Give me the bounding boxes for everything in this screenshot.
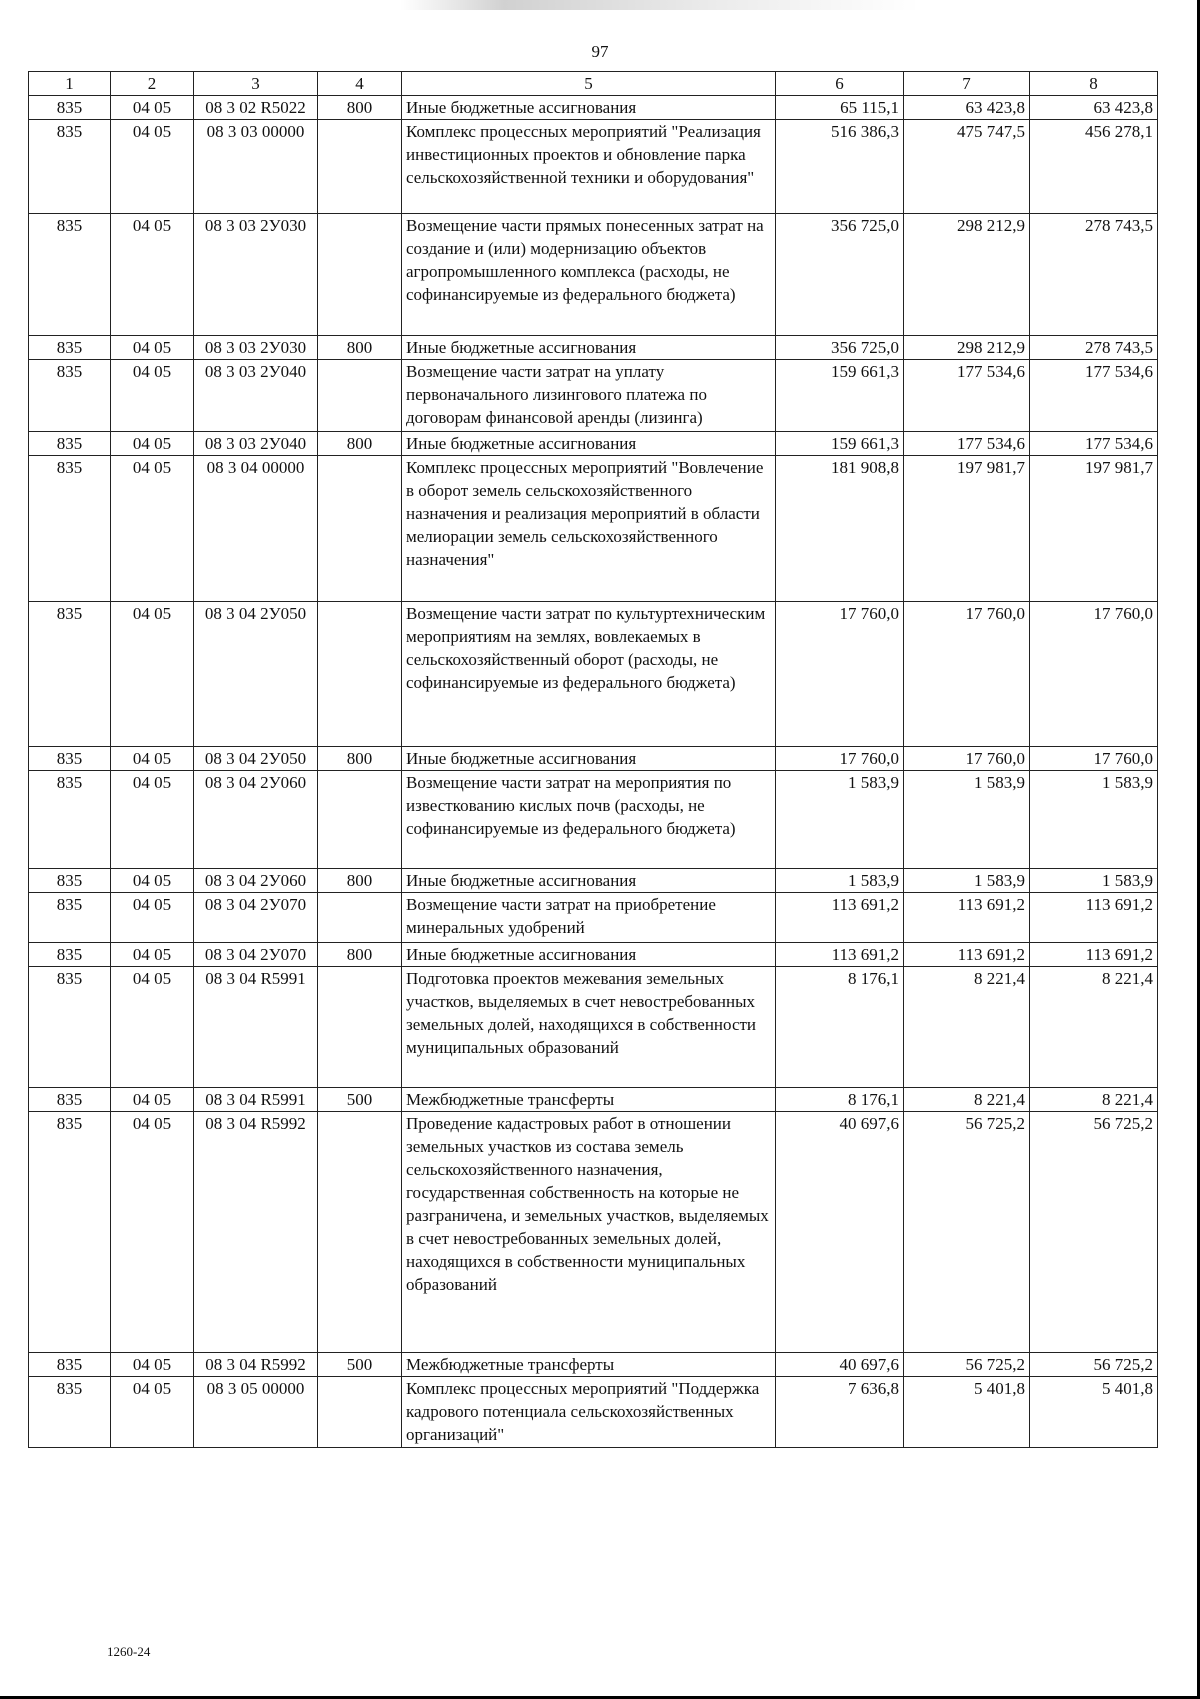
amount-col6-cell: 159 661,3: [776, 432, 904, 456]
amount-col8-cell: 278 743,5: [1030, 336, 1158, 360]
table-row: [29, 747, 1158, 771]
ministry-code-cell: 835: [29, 1377, 111, 1448]
amount-col7-cell: 298 212,9: [904, 214, 1030, 336]
table-row: [29, 893, 1158, 943]
column-header-8: 8: [1030, 72, 1158, 96]
amount-col6-cell: 516 386,3: [776, 120, 904, 214]
amount-col8-cell: 278 743,5: [1030, 214, 1158, 336]
amount-col8-cell: 113 691,2: [1030, 893, 1158, 943]
table-row: [29, 456, 1158, 602]
amount-col6-cell: 40 697,6: [776, 1353, 904, 1377]
amount-col8-cell: 17 760,0: [1030, 602, 1158, 747]
target-article-cell: 08 3 04 2У070: [194, 893, 318, 943]
table-row: [29, 1088, 1158, 1112]
ministry-code-cell: 835: [29, 1353, 111, 1377]
description-cell: Межбюджетные трансферты: [402, 1088, 776, 1112]
amount-col8-cell: 17 760,0: [1030, 747, 1158, 771]
ministry-code-cell: 835: [29, 869, 111, 893]
table-row: [29, 336, 1158, 360]
amount-col6-cell: 113 691,2: [776, 893, 904, 943]
target-article-cell: 08 3 03 2У030: [194, 214, 318, 336]
column-header-7: 7: [904, 72, 1030, 96]
amount-col7-cell: 56 725,2: [904, 1353, 1030, 1377]
target-article-cell: 08 3 04 2У050: [194, 602, 318, 747]
section-code-cell: 04 05: [111, 943, 194, 967]
document-code: 1260-24: [107, 1644, 151, 1659]
section-code-cell: 04 05: [111, 1377, 194, 1448]
expense-type-cell: [318, 120, 402, 214]
table-row: [29, 869, 1158, 893]
section-code-cell: 04 05: [111, 967, 194, 1088]
amount-col7-cell: 197 981,7: [904, 456, 1030, 602]
section-code-cell: 04 05: [111, 96, 194, 120]
amount-col6-cell: 17 760,0: [776, 747, 904, 771]
amount-col7-cell: 298 212,9: [904, 336, 1030, 360]
description-cell: Проведение кадастровых работ в отношении земельных участков из состава земель сельскохозяйственного назначения, государственная собственность на которые не разграничена, и земельных участков, выделяемых в счет невостребованных земельных долей, находящихся в собственности муниципальных образований: [402, 1112, 776, 1353]
target-article-cell: 08 3 04 R5991: [194, 1088, 318, 1112]
section-code-cell: 04 05: [111, 1353, 194, 1377]
target-article-cell: 08 3 04 R5991: [194, 967, 318, 1088]
column-header-3: 3: [194, 72, 318, 96]
table-row: [29, 360, 1158, 432]
amount-col6-cell: 1 583,9: [776, 771, 904, 869]
table-row: [29, 771, 1158, 869]
amount-col6-cell: 159 661,3: [776, 360, 904, 432]
amount-col8-cell: 8 221,4: [1030, 1088, 1158, 1112]
amount-col8-cell: 56 725,2: [1030, 1112, 1158, 1353]
amount-col8-cell: 5 401,8: [1030, 1377, 1158, 1448]
amount-col6-cell: 8 176,1: [776, 1088, 904, 1112]
expense-type-cell: 800: [318, 336, 402, 360]
ministry-code-cell: 835: [29, 771, 111, 869]
expense-type-cell: [318, 1112, 402, 1353]
ministry-code-cell: 835: [29, 120, 111, 214]
description-cell: Возмещение части затрат на приобретение минеральных удобрений: [402, 893, 776, 943]
description-cell: Комплекс процессных мероприятий "Вовлечение в оборот земель сельскохозяйственного назначения и реализация мероприятий в области мелиорации земель сельскохозяйственного назначения": [402, 456, 776, 602]
expense-type-cell: 800: [318, 96, 402, 120]
amount-col7-cell: 177 534,6: [904, 432, 1030, 456]
target-article-cell: 08 3 02 R5022: [194, 96, 318, 120]
target-article-cell: 08 3 04 2У060: [194, 771, 318, 869]
amount-col6-cell: 356 725,0: [776, 336, 904, 360]
description-cell: Иные бюджетные ассигнования: [402, 943, 776, 967]
description-cell: Комплекс процессных мероприятий "Поддержка кадрового потенциала сельскохозяйственных организаций": [402, 1377, 776, 1448]
section-code-cell: 04 05: [111, 869, 194, 893]
amount-col8-cell: 8 221,4: [1030, 967, 1158, 1088]
target-article-cell: 08 3 05 00000: [194, 1377, 318, 1448]
section-code-cell: 04 05: [111, 336, 194, 360]
table-row: [29, 1112, 1158, 1353]
amount-col7-cell: 113 691,2: [904, 893, 1030, 943]
target-article-cell: 08 3 04 2У060: [194, 869, 318, 893]
page-number: 97: [591, 42, 609, 61]
table-row: [29, 432, 1158, 456]
section-code-cell: 04 05: [111, 456, 194, 602]
section-code-cell: 04 05: [111, 747, 194, 771]
ministry-code-cell: 835: [29, 336, 111, 360]
section-code-cell: 04 05: [111, 120, 194, 214]
amount-col6-cell: 7 636,8: [776, 1377, 904, 1448]
section-code-cell: 04 05: [111, 1088, 194, 1112]
target-article-cell: 08 3 03 2У040: [194, 432, 318, 456]
amount-col7-cell: 475 747,5: [904, 120, 1030, 214]
scan-streak: [400, 0, 920, 10]
description-cell: Межбюджетные трансферты: [402, 1353, 776, 1377]
description-cell: Иные бюджетные ассигнования: [402, 336, 776, 360]
expense-type-cell: 800: [318, 869, 402, 893]
expense-type-cell: 800: [318, 943, 402, 967]
amount-col7-cell: 17 760,0: [904, 602, 1030, 747]
ministry-code-cell: 835: [29, 214, 111, 336]
expense-type-cell: [318, 602, 402, 747]
table-row: [29, 967, 1158, 1088]
ministry-code-cell: 835: [29, 893, 111, 943]
description-cell: Возмещение части затрат на мероприятия по известкованию кислых почв (расходы, не софинансируемые из федерального бюджета): [402, 771, 776, 869]
table-row: [29, 943, 1158, 967]
amount-col8-cell: 177 534,6: [1030, 432, 1158, 456]
expense-type-cell: [318, 893, 402, 943]
ministry-code-cell: 835: [29, 360, 111, 432]
amount-col6-cell: 356 725,0: [776, 214, 904, 336]
budget-table: [28, 71, 1158, 1448]
amount-col7-cell: 1 583,9: [904, 869, 1030, 893]
target-article-cell: 08 3 03 2У030: [194, 336, 318, 360]
description-cell: Возмещение части затрат на уплату первоначального лизингового платежа по договорам финансовой аренды (лизинга): [402, 360, 776, 432]
expense-type-cell: [318, 771, 402, 869]
target-article-cell: 08 3 04 R5992: [194, 1112, 318, 1353]
amount-col6-cell: 40 697,6: [776, 1112, 904, 1353]
amount-col7-cell: 8 221,4: [904, 967, 1030, 1088]
target-article-cell: 08 3 03 2У040: [194, 360, 318, 432]
ministry-code-cell: 835: [29, 747, 111, 771]
amount-col8-cell: 63 423,8: [1030, 96, 1158, 120]
description-cell: Комплекс процессных мероприятий "Реализация инвестиционных проектов и обновление парка сельскохозяйственной техники и оборудования": [402, 120, 776, 214]
expense-type-cell: [318, 214, 402, 336]
table-row: [29, 214, 1158, 336]
amount-col6-cell: 113 691,2: [776, 943, 904, 967]
description-cell: Иные бюджетные ассигнования: [402, 869, 776, 893]
table-row: [29, 1377, 1158, 1448]
column-header-4: 4: [318, 72, 402, 96]
description-cell: Подготовка проектов межевания земельных участков, выделяемых в счет невостребованных земельных долей, находящихся в собственности муниципальных образований: [402, 967, 776, 1088]
column-header-5: 5: [402, 72, 776, 96]
table-row: [29, 1353, 1158, 1377]
section-code-cell: 04 05: [111, 1112, 194, 1353]
ministry-code-cell: 835: [29, 96, 111, 120]
ministry-code-cell: 835: [29, 432, 111, 456]
amount-col6-cell: 1 583,9: [776, 869, 904, 893]
expense-type-cell: 500: [318, 1353, 402, 1377]
description-cell: Иные бюджетные ассигнования: [402, 432, 776, 456]
table-row: [29, 120, 1158, 214]
column-header-6: 6: [776, 72, 904, 96]
ministry-code-cell: 835: [29, 943, 111, 967]
amount-col7-cell: 177 534,6: [904, 360, 1030, 432]
ministry-code-cell: 835: [29, 1088, 111, 1112]
ministry-code-cell: 835: [29, 602, 111, 747]
column-header-2: 2: [111, 72, 194, 96]
amount-col6-cell: 181 908,8: [776, 456, 904, 602]
section-code-cell: 04 05: [111, 771, 194, 869]
amount-col8-cell: 197 981,7: [1030, 456, 1158, 602]
expense-type-cell: 800: [318, 432, 402, 456]
amount-col8-cell: 1 583,9: [1030, 771, 1158, 869]
target-article-cell: 08 3 03 00000: [194, 120, 318, 214]
section-code-cell: 04 05: [111, 360, 194, 432]
amount-col7-cell: 56 725,2: [904, 1112, 1030, 1353]
section-code-cell: 04 05: [111, 602, 194, 747]
expense-type-cell: [318, 456, 402, 602]
description-cell: Возмещение части прямых понесенных затрат на создание и (или) модернизацию объектов агропромышленного комплекса (расходы, не софинансируемые из федерального бюджета): [402, 214, 776, 336]
expense-type-cell: [318, 967, 402, 1088]
table-row: [29, 602, 1158, 747]
target-article-cell: 08 3 04 2У050: [194, 747, 318, 771]
amount-col7-cell: 8 221,4: [904, 1088, 1030, 1112]
ministry-code-cell: 835: [29, 967, 111, 1088]
target-article-cell: 08 3 04 R5992: [194, 1353, 318, 1377]
amount-col7-cell: 63 423,8: [904, 96, 1030, 120]
ministry-code-cell: 835: [29, 1112, 111, 1353]
ministry-code-cell: 835: [29, 456, 111, 602]
amount-col6-cell: 65 115,1: [776, 96, 904, 120]
amount-col7-cell: 113 691,2: [904, 943, 1030, 967]
target-article-cell: 08 3 04 2У070: [194, 943, 318, 967]
amount-col7-cell: 17 760,0: [904, 747, 1030, 771]
amount-col8-cell: 56 725,2: [1030, 1353, 1158, 1377]
table-header-row: [29, 72, 1158, 96]
amount-col7-cell: 5 401,8: [904, 1377, 1030, 1448]
section-code-cell: 04 05: [111, 893, 194, 943]
description-cell: Иные бюджетные ассигнования: [402, 96, 776, 120]
description-cell: Возмещение части затрат по культуртехническим мероприятиям на землях, вовлекаемых в сельскохозяйственный оборот (расходы, не софинансируемые из федерального бюджета): [402, 602, 776, 747]
expense-type-cell: [318, 360, 402, 432]
description-cell: Иные бюджетные ассигнования: [402, 747, 776, 771]
section-code-cell: 04 05: [111, 432, 194, 456]
amount-col6-cell: 17 760,0: [776, 602, 904, 747]
expense-type-cell: 800: [318, 747, 402, 771]
expense-type-cell: 500: [318, 1088, 402, 1112]
amount-col8-cell: 1 583,9: [1030, 869, 1158, 893]
table-body: [29, 96, 1158, 1448]
expense-type-cell: [318, 1377, 402, 1448]
section-code-cell: 04 05: [111, 214, 194, 336]
amount-col8-cell: 456 278,1: [1030, 120, 1158, 214]
amount-col7-cell: 1 583,9: [904, 771, 1030, 869]
table-row: [29, 96, 1158, 120]
target-article-cell: 08 3 04 00000: [194, 456, 318, 602]
column-header-1: 1: [29, 72, 111, 96]
amount-col8-cell: 177 534,6: [1030, 360, 1158, 432]
amount-col6-cell: 8 176,1: [776, 967, 904, 1088]
amount-col8-cell: 113 691,2: [1030, 943, 1158, 967]
